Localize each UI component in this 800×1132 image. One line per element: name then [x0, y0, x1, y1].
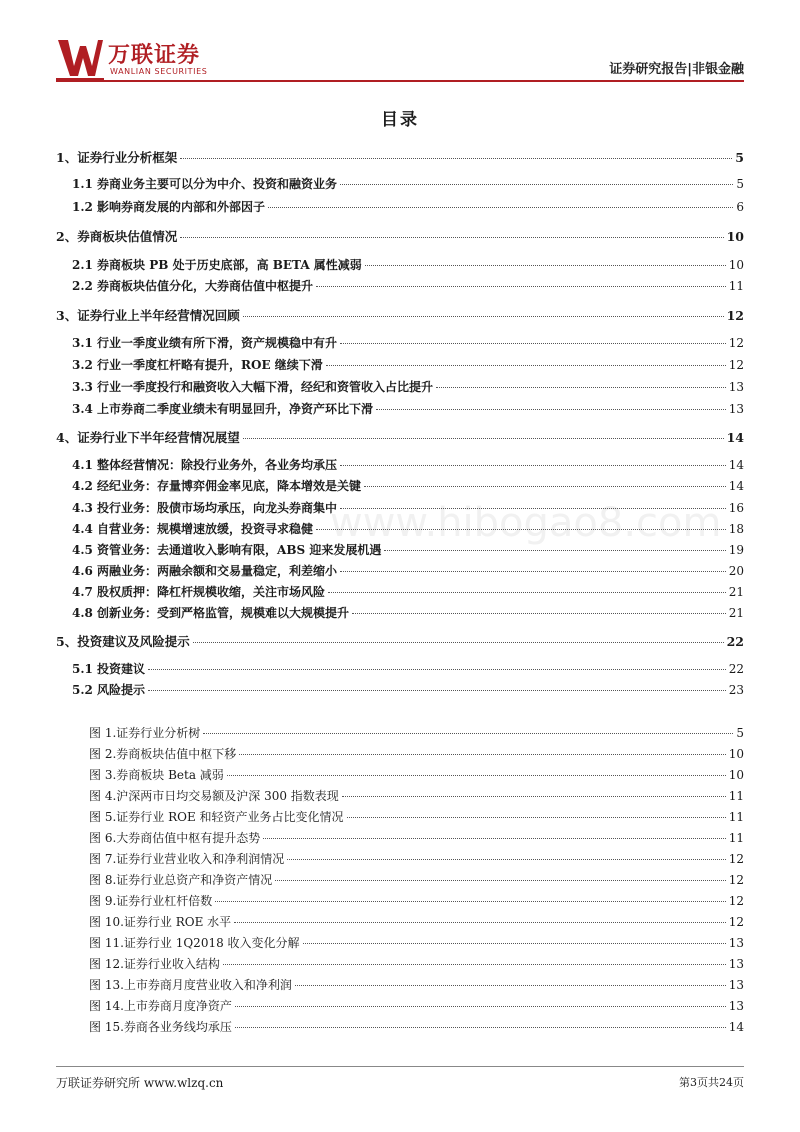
toc-entry-5-2[interactable]: 5.2 风险提示 23 — [72, 683, 744, 697]
company-logo — [56, 36, 226, 84]
logo-cn-text: 万联证券 — [108, 43, 201, 68]
toc-entry-3-2[interactable]: 3.2 行业一季度杠杆略有提升，ROE 继续下滑 12 — [72, 358, 744, 372]
toc-entry-4[interactable]: 4、证券行业下半年经营情况展望 14 — [56, 430, 744, 445]
logo-en-text: WANLIAN SECURITIES — [110, 67, 208, 76]
watermark: www.hibogao8.com — [330, 500, 722, 546]
figure-entry-1[interactable]: 图 1.证券行业分析树 5 — [89, 726, 744, 740]
toc-entry-4-5[interactable]: 4.5 资管业务：去通道收入影响有限，ABS 迎来发展机遇 19 — [72, 543, 744, 557]
figure-entry-15[interactable]: 图 15.券商各业务线均承压 14 — [89, 1020, 744, 1034]
figure-entry-11[interactable]: 图 11.证券行业 1Q2018 收入变化分解 13 — [89, 936, 744, 950]
figure-entry-9[interactable]: 图 9.证券行业杠杆倍数 12 — [89, 894, 744, 908]
toc-entry-4-2[interactable]: 4.2 经纪业务：存量博弈佣金率见底，降本增效是关键 14 — [72, 479, 744, 493]
report-category: 证券研究报告|非银金融 — [609, 62, 744, 77]
toc-entry-3-3[interactable]: 3.3 行业一季度投行和融资收入大幅下滑，经纪和资管收入占比提升 13 — [72, 380, 744, 394]
toc-entry-4-7[interactable]: 4.7 股权质押：降杠杆规模收缩，关注市场风险 21 — [72, 585, 744, 599]
figure-entry-8[interactable]: 图 8.证券行业总资产和净资产情况 12 — [89, 873, 744, 887]
toc-entry-5-1[interactable]: 5.1 投资建议 22 — [72, 662, 744, 676]
toc-entry-4-8[interactable]: 4.8 创新业务：受到严格监管，规模难以大规模提升 21 — [72, 606, 744, 620]
toc-entry-2-1[interactable]: 2.1 券商板块 PB 处于历史底部，高 BETA 属性减弱 10 — [72, 258, 744, 272]
wanlian-logo-icon — [56, 36, 104, 80]
figure-entry-5[interactable]: 图 5.证券行业 ROE 和轻资产业务占比变化情况 11 — [89, 810, 744, 824]
figure-entry-4[interactable]: 图 4.沪深两市日均交易额及沪深 300 指数表现 11 — [89, 789, 744, 803]
toc-entry-2[interactable]: 2、券商板块估值情况 10 — [56, 229, 744, 244]
toc-entry-4-3[interactable]: 4.3 投行业务：股债市场均承压，向龙头券商集中 16 — [72, 501, 744, 515]
footer-source: 万联证券研究所 www.wlzq.cn — [56, 1076, 224, 1090]
figure-entry-12[interactable]: 图 12.证券行业收入结构 13 — [89, 957, 744, 971]
toc-entry-2-2[interactable]: 2.2 券商板块估值分化，大券商估值中枢提升 11 — [72, 279, 744, 293]
figure-entry-14[interactable]: 图 14.上市券商月度净资产 13 — [89, 999, 744, 1013]
toc-entry-1-2[interactable]: 1.2 影响券商发展的内部和外部因子 6 — [72, 200, 744, 214]
toc-entry-3-4[interactable]: 3.4 上市券商二季度业绩未有明显回升，净资产环比下滑 13 — [72, 402, 744, 416]
figure-entry-2[interactable]: 图 2.券商板块估值中枢下移 10 — [89, 747, 744, 761]
toc-entry-4-4[interactable]: 4.4 自营业务：规模增速放缓，投资寻求稳健 18 — [72, 522, 744, 536]
figure-entry-10[interactable]: 图 10.证券行业 ROE 水平 12 — [89, 915, 744, 929]
toc-entry-3-1[interactable]: 3.1 行业一季度业绩有所下滑，资产规模稳中有升 12 — [72, 336, 744, 350]
toc-title: 目录 — [381, 110, 419, 130]
figure-entry-7[interactable]: 图 7.证券行业营业收入和净利润情况 12 — [89, 852, 744, 866]
toc-entry-3[interactable]: 3、证券行业上半年经营情况回顾 12 — [56, 308, 744, 323]
toc-entry-4-1[interactable]: 4.1 整体经营情况：除投行业务外，各业务均承压 14 — [72, 458, 744, 472]
toc-entry-5[interactable]: 5、投资建议及风险提示 22 — [56, 634, 744, 649]
toc-entry-1[interactable]: 1、证券行业分析框架 5 — [56, 150, 744, 165]
page-number: 第3页共24页 — [679, 1076, 744, 1089]
page-header — [0, 0, 800, 90]
footer-divider — [56, 1066, 744, 1067]
toc-entry-4-6[interactable]: 4.6 两融业务：两融余额和交易量稳定，利差缩小 20 — [72, 564, 744, 578]
toc-entry-1-1[interactable]: 1.1 券商业务主要可以分为中介、投资和融资业务 5 — [72, 177, 744, 191]
figure-entry-13[interactable]: 图 13.上市券商月度营业收入和净利润 13 — [89, 978, 744, 992]
figure-entry-3[interactable]: 图 3.券商板块 Beta 减弱 10 — [89, 768, 744, 782]
figure-entry-6[interactable]: 图 6.大券商估值中枢有提升态势 11 — [89, 831, 744, 845]
header-divider — [56, 80, 744, 82]
